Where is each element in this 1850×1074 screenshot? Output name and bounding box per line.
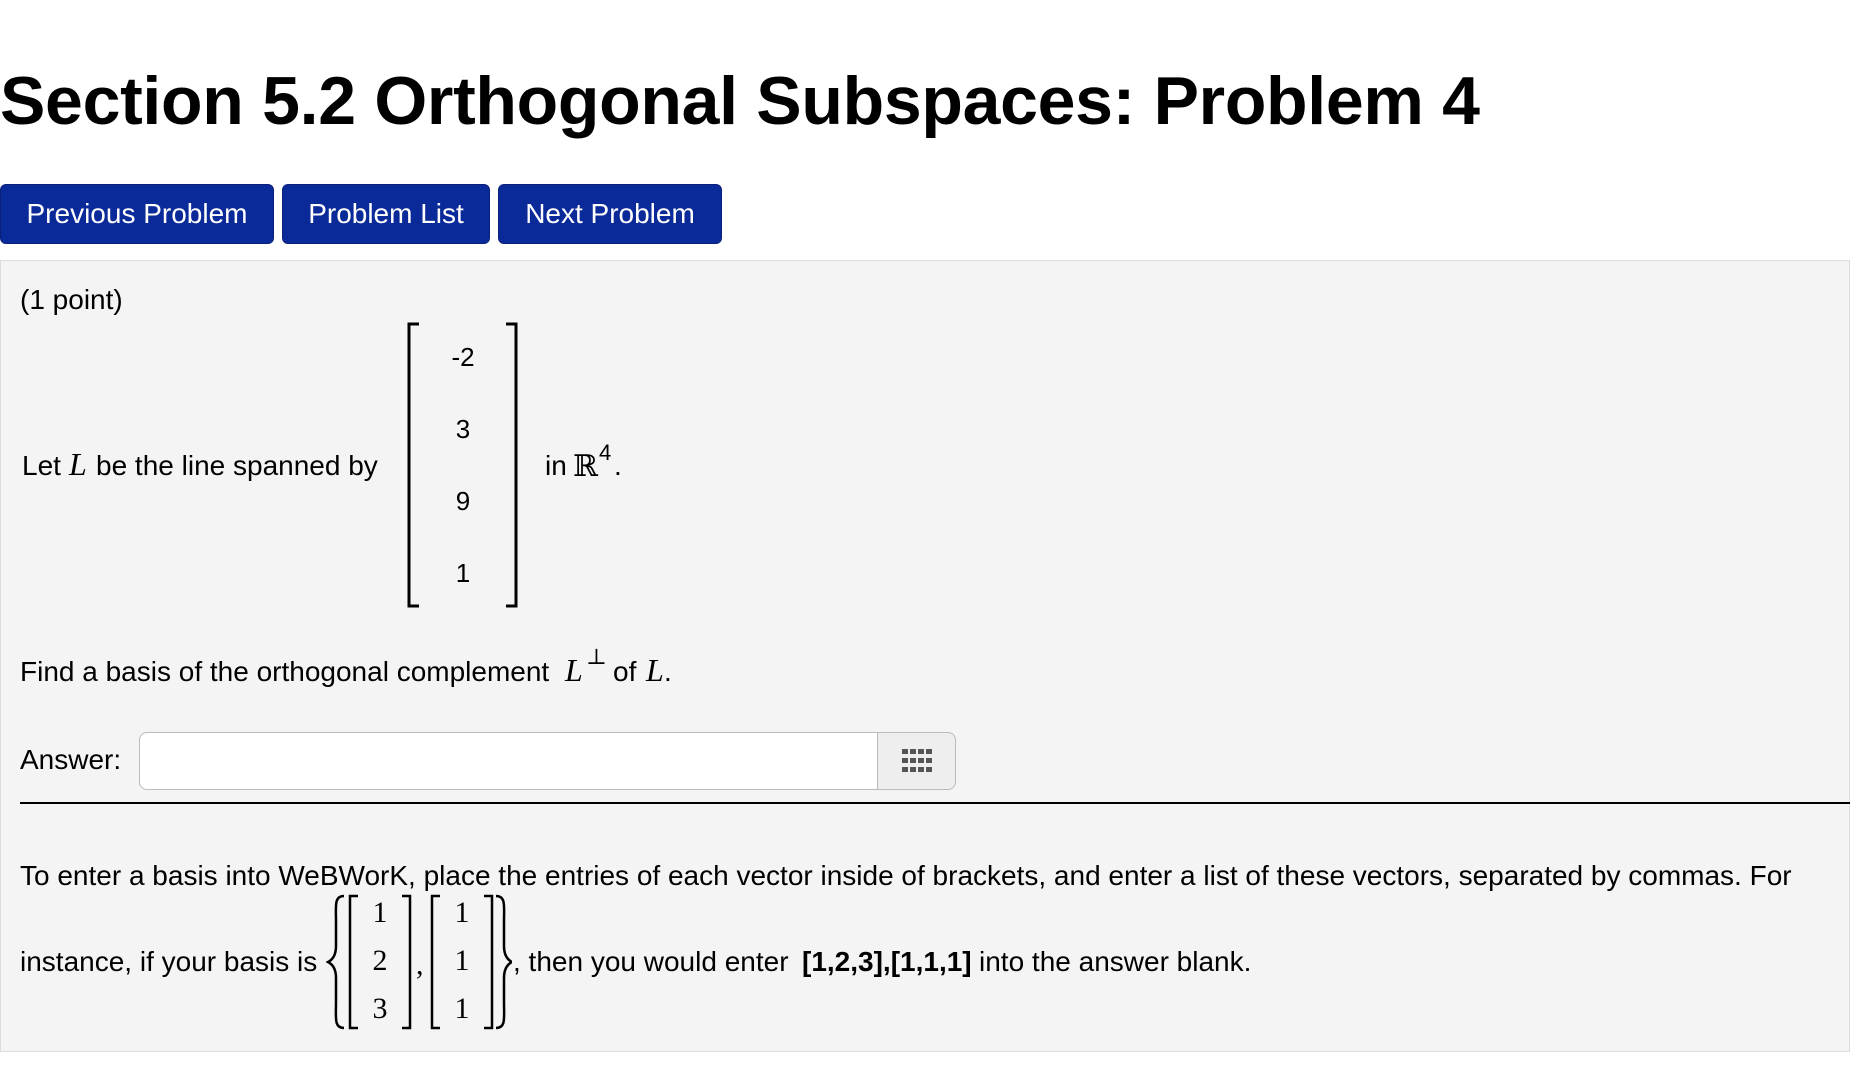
then-text: , then you would enter (513, 946, 789, 977)
next-problem-button[interactable]: Next Problem (498, 184, 722, 244)
vector-entry: 9 (455, 486, 471, 516)
intro-text: Let (22, 450, 61, 481)
answer-label: Answer: (20, 744, 122, 775)
page-title: Section 5.2 Orthogonal Subspaces: Problem 4 (0, 63, 1480, 139)
vector-entry: 3 (455, 414, 471, 444)
in-text: in (545, 450, 567, 481)
period: . (664, 656, 672, 687)
example-answer: [1,2,3],[1,1,1] (802, 946, 972, 977)
line-symbol: L (69, 446, 87, 482)
example-entry: 3 (372, 992, 388, 1025)
spanned-text: be the line spanned by (96, 450, 378, 481)
instance-text: instance, if your basis is (20, 946, 318, 977)
answer-input[interactable] (139, 732, 879, 790)
line-symbol: L (646, 652, 664, 688)
vector-entry: -2 (451, 342, 475, 372)
example-entry: 1 (454, 896, 470, 929)
example-entry: 1 (372, 896, 388, 929)
problem-list-button[interactable]: Problem List (282, 184, 490, 244)
grid-icon (902, 749, 932, 773)
instructions-text: To enter a basis into WeBWorK, place the entries of each vector inside of brackets, and enter a list of these vectors, separated by commas. For (20, 860, 1792, 891)
example-entry: 1 (454, 992, 470, 1025)
of-text: of (613, 656, 637, 687)
perp-symbol: ⊥ (586, 644, 607, 669)
find-text: Find a basis of the orthogonal complement (20, 656, 550, 687)
into-text: into the answer blank. (979, 946, 1252, 977)
divider (20, 802, 1850, 804)
period: . (614, 450, 622, 481)
previous-problem-button[interactable]: Previous Problem (0, 184, 274, 244)
space-symbol: ℝ (573, 450, 598, 483)
palette-button[interactable] (877, 732, 956, 790)
example-entry: 2 (372, 944, 388, 977)
line-symbol: L (565, 652, 583, 688)
space-power: 4 (599, 440, 612, 465)
example-comma: , (416, 948, 424, 981)
vector-entry: 1 (455, 558, 471, 588)
example-entry: 1 (454, 944, 470, 977)
points-label: (1 point) (20, 284, 123, 315)
